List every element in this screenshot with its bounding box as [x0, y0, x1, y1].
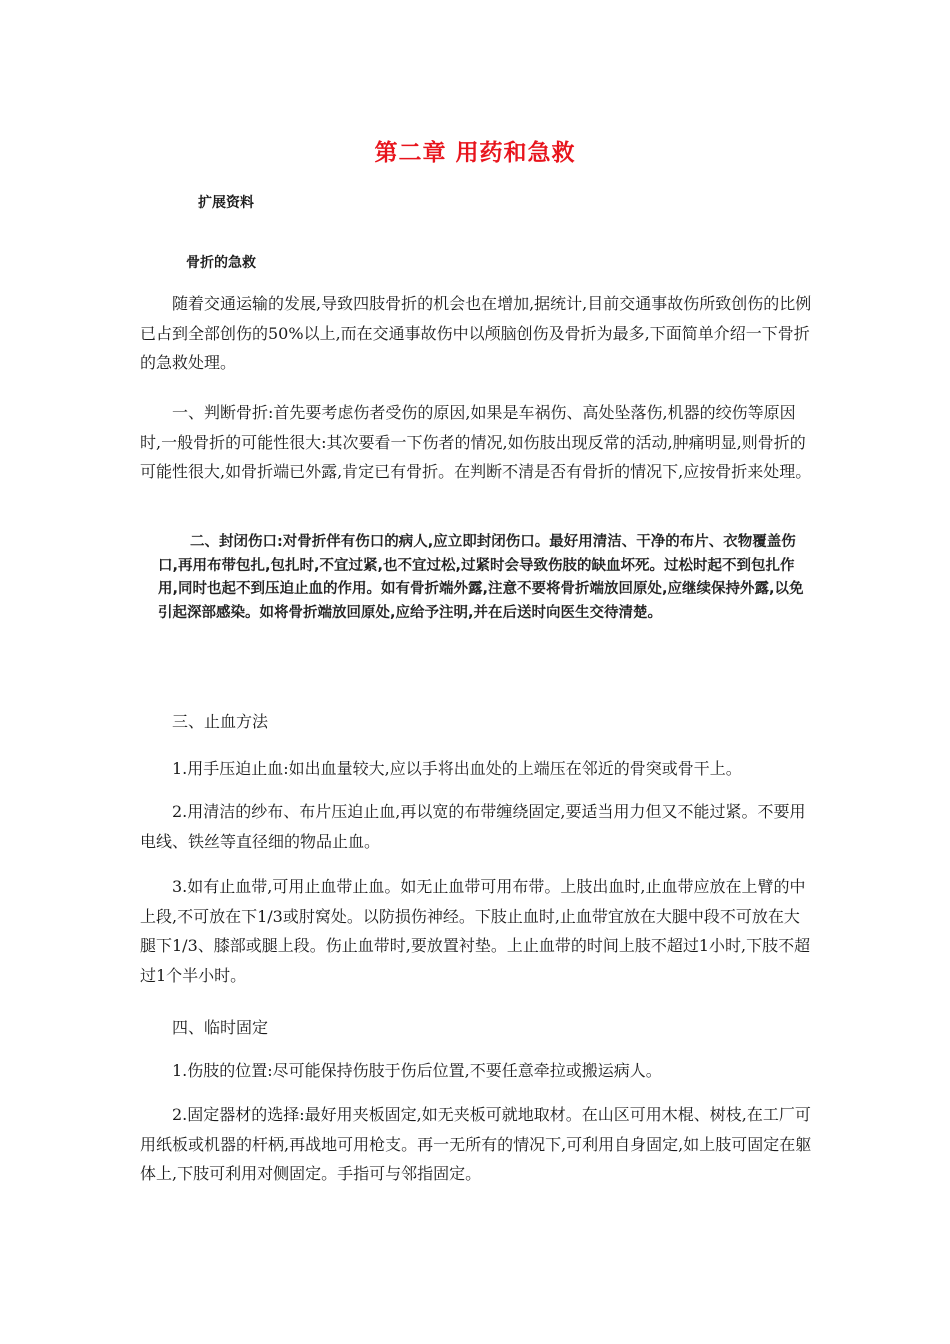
paragraph-fixation-2: 2.固定器材的选择:最好用夹板固定,如无夹板可就地取材。在山区可用木棍、树枝,在工厂可用纸板或机器的杆柄,再战地可用枪支。再一无所有的情况下,可利用自身固定,如上肢可固定在躯体上,下肢可利用对侧固定。手指可与邻指固定。 — [140, 1105, 812, 1183]
paragraph-fixation-1: 1.伤肢的位置:尽可能保持伤肢于伤后位置,不要任意牵拉或搬运病人。 — [172, 1061, 662, 1080]
chapter-title: 第二章 用药和急救 — [374, 140, 576, 166]
paragraph-judge-fracture: 一、判断骨折:首先要考虑伤者受伤的原因,如果是车祸伤、高处坠落伤,机器的绞伤等原因时,一般骨折的可能性很大:其次要看一下伤者的情况,如伤肢出现反常的活动,肿痛明显,则骨折的可能性很大,如骨折端已外露,肯定已有骨折。在判断不清是否有骨折的情况下,应按骨折来处理。 — [140, 403, 812, 481]
paragraph-hemostasis-2: 2.用清洁的纱布、布片压迫止血,再以宽的布带缠绕固定,要适当用力但又不能过紧。不要用电线、铁丝等直径细的物品止血。 — [140, 802, 806, 851]
paragraph-seal-wound: 二、封闭伤口:对骨折伴有伤口的病人,应立即封闭伤口。最好用清洁、干净的布片、衣物覆盖伤口,再用布带包扎,包扎时,不宜过紧,也不宜过松,过紧时会导致伤肢的缺血坏死。过松时起不到包扎作用,同时也起不到压迫止血的作用。如有骨折端外露,注意不要将骨折端放回原处,应继续保持外露,以免引起深部感染。如将骨折端放回原处,应给予注明,并在后送时向医生交待清楚。 — [158, 534, 804, 621]
paragraph-hemostasis-1: 1.用手压迫止血:如出血量较大,应以手将出血处的上端压在邻近的骨突或骨干上。 — [172, 759, 742, 778]
heading-fixation: 四、临时固定 — [172, 1018, 269, 1037]
section-heading: 骨折的急救 — [186, 255, 256, 271]
subtitle: 扩展资料 — [198, 195, 254, 211]
heading-hemostasis: 三、止血方法 — [172, 712, 269, 731]
paragraph-hemostasis-3: 3.如有止血带,可用止血带止血。如无止血带可用布带。上肢出血时,止血带应放在上臂的中上段,不可放在下1/3或肘窝处。以防损伤神经。下肢止血时,止血带宜放在大腿中段不可放在大腿下1/3、膝部或腿上段。伤止血带时,要放置衬垫。上止血带的时间上肢不超过1小时,下肢不超过1个半小时。 — [140, 877, 811, 985]
paragraph-intro: 随着交通运输的发展,导致四肢骨折的机会也在增加,据统计,目前交通事故伤所致创伤的比例已占到全部创伤的50%以上,而在交通事故伤中以颅脑创伤及骨折为最多,下面简单介绍一下骨折的急救处理。 — [140, 294, 812, 372]
